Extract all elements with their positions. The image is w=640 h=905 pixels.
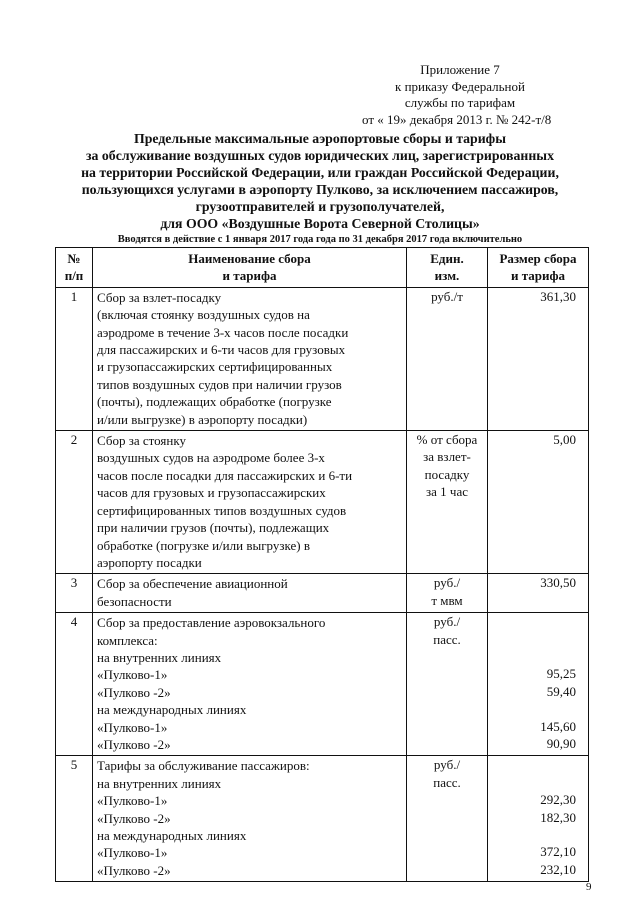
table-row: [56, 756, 589, 882]
fee-value: [488, 287, 589, 430]
value-line: 5,00: [553, 432, 576, 448]
value-line: 232,10: [540, 861, 576, 877]
appendix-header: [300, 62, 620, 128]
fee-name-line: сертифицированных типов воздушных судов: [97, 502, 347, 518]
header-line: и тарифа: [222, 268, 277, 284]
fee-name-line: и/или выгрузке) в аэропорту посадки): [97, 411, 308, 427]
fee-name-line: Сбор за взлет-посадку: [97, 289, 222, 305]
tariff-table: [55, 247, 589, 882]
fee-value: [488, 431, 589, 574]
value-line: 95,25: [546, 666, 576, 682]
unit-line: за 1 час: [426, 484, 468, 500]
unit-line: руб./: [433, 575, 461, 591]
fee-name-line: Сбор за стоянку: [97, 433, 186, 449]
fee-name-line: (почты), подлежащих обработке (погрузке: [97, 394, 332, 410]
header-line: №: [67, 251, 81, 266]
value-line: [491, 613, 576, 630]
fee-name-line: «Пулково -2»: [97, 862, 171, 878]
unit-line: пасс.: [433, 774, 461, 790]
header-line: Размер сбора: [499, 251, 577, 266]
table-row: [56, 287, 589, 430]
table-header-row: [56, 248, 589, 288]
unit-line: % от сбора: [416, 432, 478, 448]
row-number: 2: [56, 431, 93, 574]
row-number: 5: [56, 756, 93, 882]
fee-value: [488, 574, 589, 613]
unit-line: посадку: [424, 466, 470, 482]
appendix-line: службы по тарифам: [404, 95, 516, 110]
header-line: п/п: [64, 268, 84, 284]
unit: [407, 756, 488, 882]
row-number: 4: [56, 613, 93, 756]
appendix-line: от « 19» декабря 2013 г. № 242-т/8: [362, 111, 552, 127]
fee-name-line: аэропорту посадки: [97, 554, 202, 570]
title-line: Предельные максимальные аэропортовые сборы и тарифы: [133, 131, 507, 146]
value-line: 372,10: [540, 844, 576, 860]
fee-name-line: (включая стоянку воздушных судов на: [97, 307, 310, 323]
fee-name-line: при наличии грузов (почты), подлежащих: [97, 520, 330, 536]
unit-line: руб./: [433, 614, 461, 630]
unit: [407, 431, 488, 574]
unit-line: пасс.: [433, 631, 461, 647]
fee-name-line: «Пулково-1»: [97, 667, 168, 683]
value-line: [491, 631, 576, 648]
fee-name-line: часов после посадки для пассажирских и 6-ти: [97, 467, 353, 483]
fee-name-line: обработке (погрузке и/или выгрузке) в: [97, 537, 310, 553]
effective-period: Вводятся в действие с 1 января 2017 года года по 31 декабря 2017 года включительно: [117, 234, 523, 245]
fee-name-line: Сбор за предоставление аэровокзального: [97, 615, 326, 631]
page-number: 9: [586, 881, 592, 893]
fee-name: [93, 431, 407, 574]
fee-name-line: на международных линиях: [97, 828, 247, 843]
title-line: за обслуживание воздушных судов юридических лиц, зарегистрированных: [86, 148, 554, 163]
title-line: грузоотправителей и грузополучателей,: [195, 199, 445, 214]
fee-name-line: на внутренних линиях: [97, 775, 222, 791]
table-row: [56, 431, 589, 574]
fee-name: [93, 287, 407, 430]
fee-name-line: для пассажирских и 6-ти часов для грузовых: [97, 342, 346, 358]
fee-name-line: «Пулково-1»: [97, 719, 168, 735]
title-line: на территории Российской Федерации, или граждан Российской Федерации,: [81, 165, 559, 180]
unit: [407, 613, 488, 756]
fee-name-line: Сбор за обеспечение авиационной: [97, 576, 288, 592]
header-name: [93, 248, 407, 288]
title-line: для ООО «Воздушные Ворота Северной Столицы»: [160, 216, 480, 231]
fee-name-line: на внутренних линиях: [97, 649, 222, 665]
value-line: 361,30: [540, 288, 576, 304]
value-line: [491, 648, 576, 665]
table-body: [56, 287, 589, 881]
header-line: и тарифа: [511, 268, 565, 284]
unit-line: т мвм: [431, 592, 463, 608]
value-line: [491, 826, 576, 843]
document-title: [20, 130, 620, 232]
value-line: [491, 756, 576, 773]
value-line: [491, 700, 576, 717]
fee-name: [93, 756, 407, 882]
fee-name-line: «Пулково -2»: [97, 810, 171, 826]
header-value: [488, 248, 589, 288]
fee-name-line: комплекса:: [97, 632, 158, 648]
fee-name: [93, 613, 407, 756]
row-number: 3: [56, 574, 93, 613]
appendix-line: к приказу Федеральной: [395, 78, 525, 94]
unit: [407, 287, 488, 430]
fee-name-line: и грузопассажирских сертифицированных: [97, 359, 333, 375]
header-line: Един.: [430, 251, 464, 266]
value-line: 59,40: [546, 683, 576, 699]
fee-name-line: на международных линиях: [97, 702, 247, 718]
header-line: Наименование сбора: [188, 251, 311, 266]
title-line: пользующихся услугами в аэропорту Пулково, за исключением пассажиров,: [81, 182, 559, 197]
value-line: 90,90: [546, 735, 576, 751]
fee-name-line: безопасности: [97, 593, 172, 609]
fee-value: [488, 756, 589, 882]
value-line: 330,50: [540, 575, 576, 591]
value-line: [491, 774, 576, 791]
fee-name-line: часов для грузовых и грузопассажирских: [97, 485, 326, 501]
row-number: 1: [56, 287, 93, 430]
fee-name-line: «Пулково-1»: [97, 845, 168, 861]
unit: [407, 574, 488, 613]
appendix-line: Приложение 7: [420, 62, 500, 77]
fee-value: [488, 613, 589, 756]
header-num: [56, 248, 93, 288]
unit-line: руб./т: [431, 288, 463, 304]
fee-name-line: воздушных судов на аэродроме более 3-х: [97, 450, 325, 466]
value-line: 182,30: [540, 809, 576, 825]
fee-name-line: «Пулково-1»: [97, 793, 168, 809]
unit-line: за взлет-: [423, 449, 471, 465]
value-line: 292,30: [540, 792, 576, 808]
table-row: [56, 613, 589, 756]
fee-name-line: аэродроме в течение 3-х часов после посадки: [97, 324, 349, 340]
fee-name-line: типов воздушных судов при наличии грузов: [97, 376, 342, 392]
fee-name-line: Тарифы за обслуживание пассажиров:: [97, 758, 310, 774]
header-line: изм.: [434, 268, 460, 284]
fee-name-line: «Пулково -2»: [97, 736, 171, 752]
unit-line: руб./: [433, 757, 461, 773]
fee-name-line: «Пулково -2»: [97, 684, 171, 700]
fee-name: [93, 574, 407, 613]
value-line: 145,60: [540, 718, 576, 734]
table-row: [56, 574, 589, 613]
header-unit: [407, 248, 488, 288]
